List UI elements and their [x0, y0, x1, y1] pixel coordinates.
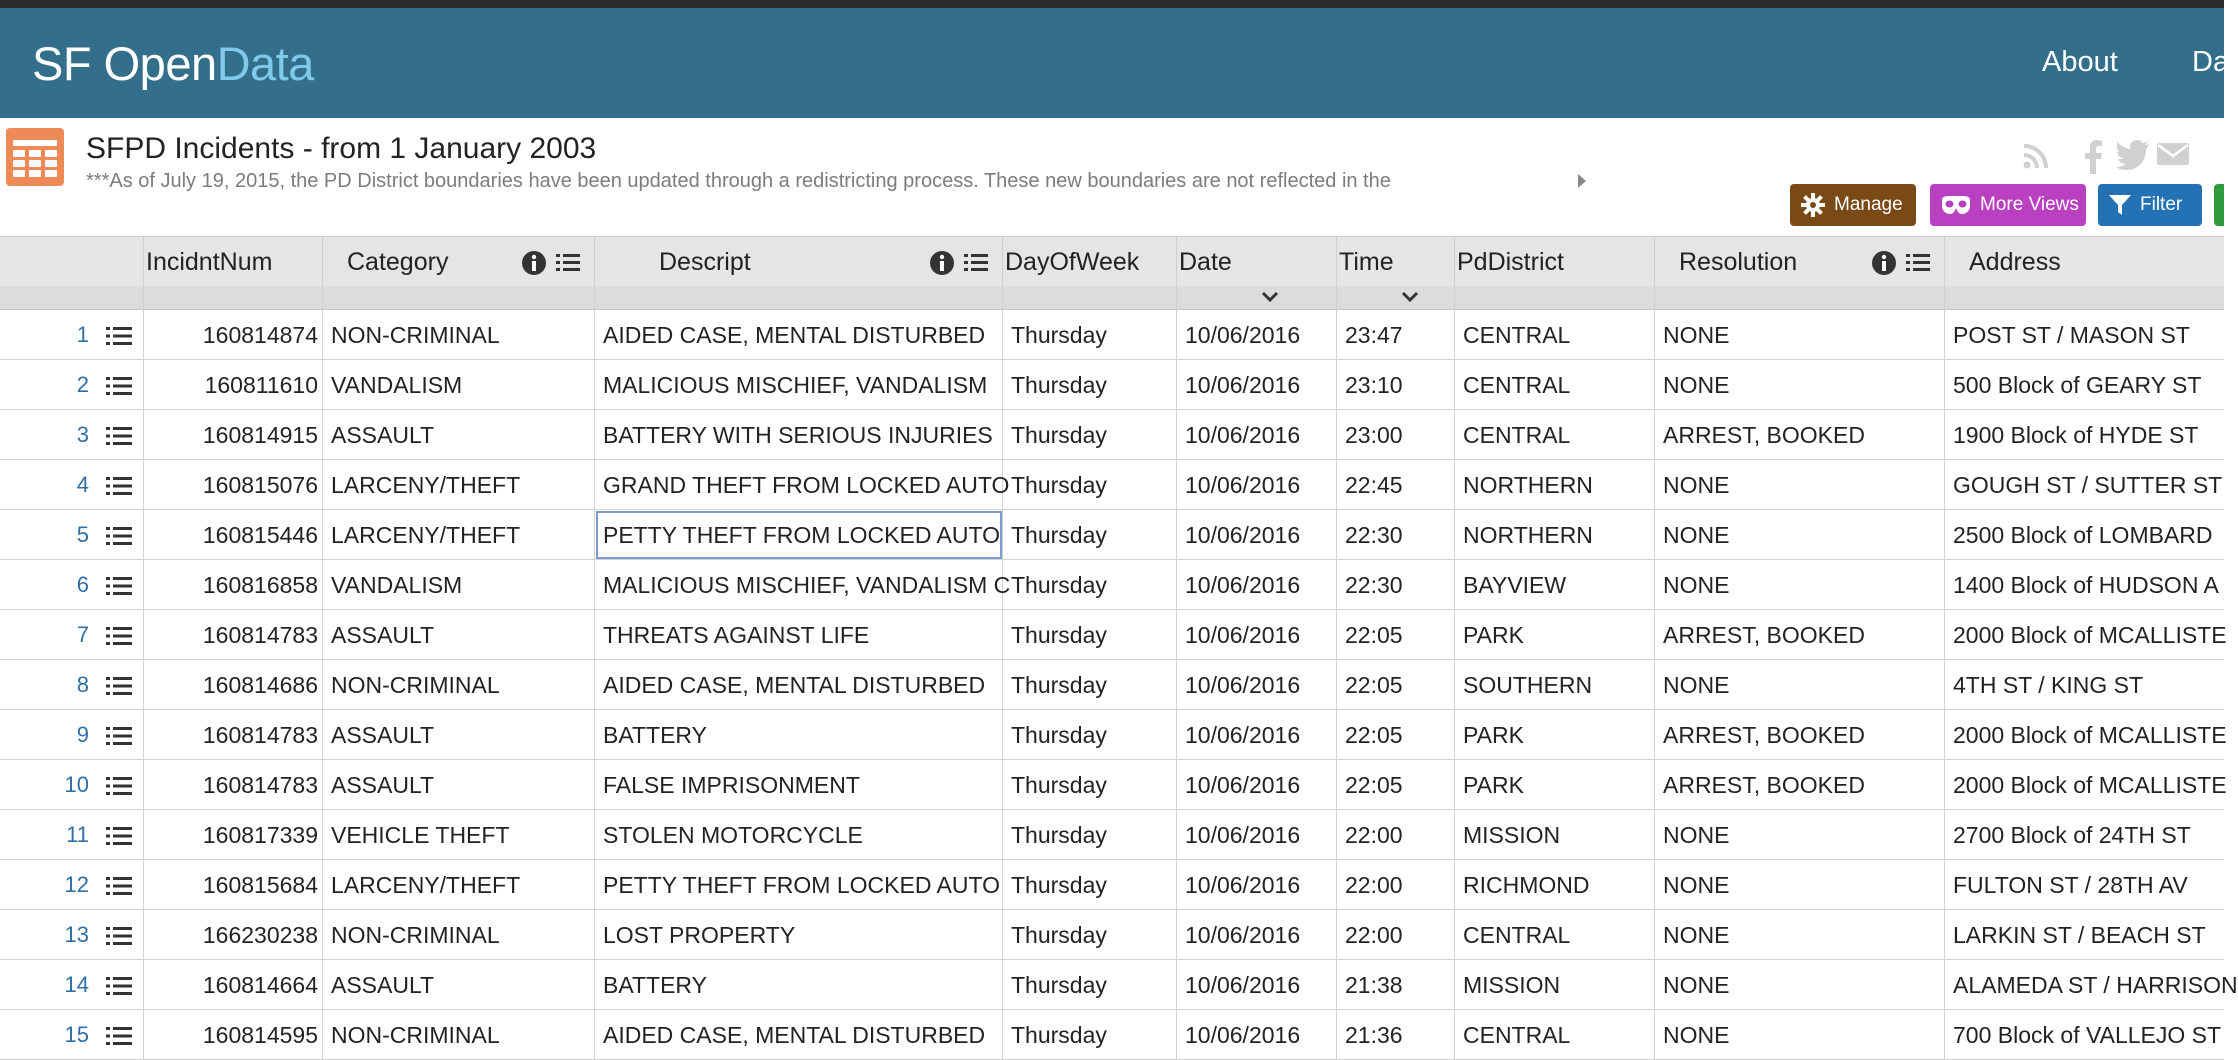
cell-date[interactable]: 10/06/2016 [1177, 410, 1337, 460]
more-views-button[interactable] [1930, 184, 2086, 226]
row-menu-icon[interactable] [106, 1026, 132, 1046]
row-number: 3 [76, 422, 89, 447]
cell-incidntnum[interactable]: 160815684 [144, 860, 323, 910]
cell-address[interactable]: ALAMEDA ST / HARRISON [1953, 972, 2238, 998]
table-row[interactable] [0, 310, 2224, 360]
row-number-cell [0, 660, 144, 710]
cell-dayofweek[interactable]: Thursday [1003, 510, 1177, 560]
cell-pddistrict[interactable]: NORTHERN [1455, 510, 1655, 560]
cell-address[interactable]: POST ST / MASON ST [1953, 322, 2190, 348]
column-header-time[interactable] [1337, 237, 1455, 287]
cell-pddistrict[interactable]: CENTRAL [1455, 310, 1655, 360]
row-number-cell [0, 760, 144, 810]
row-menu-icon[interactable] [106, 776, 132, 796]
row-number: 2 [76, 372, 89, 397]
row-number-cell [0, 710, 144, 760]
info-icon[interactable] [1871, 250, 1897, 276]
cell-dayofweek[interactable]: Thursday [1003, 360, 1177, 410]
row-number-cell [0, 960, 144, 1010]
row-number-cell [0, 410, 144, 460]
row-number: 5 [76, 522, 89, 547]
cell-address[interactable]: 500 Block of GEARY ST [1953, 372, 2202, 398]
site-header [0, 8, 2230, 118]
cell-dayofweek[interactable]: Thursday [1003, 910, 1177, 960]
table-row[interactable] [0, 810, 2224, 860]
cell-descript[interactable]: PETTY THEFT FROM LOCKED AUTO [595, 860, 1003, 910]
row-menu-icon[interactable] [106, 376, 132, 396]
cell-dayofweek[interactable]: Thursday [1003, 860, 1177, 910]
dataset-title: SFPD Incidents - from 1 January 2003 [86, 132, 597, 165]
cell-descript[interactable]: STOLEN MOTORCYCLE [595, 810, 1003, 860]
row-number-cell [0, 860, 144, 910]
cell-category[interactable]: ASSAULT [323, 760, 595, 810]
cell-address[interactable]: 2000 Block of MCALLISTE [1953, 622, 2227, 648]
row-number: 10 [64, 772, 89, 797]
row-number: 14 [64, 972, 89, 997]
cell-descript[interactable]: AIDED CASE, MENTAL DISTURBED [595, 1010, 1003, 1060]
cell-incidntnum[interactable]: 160814595 [144, 1010, 323, 1060]
cell-date[interactable]: 10/06/2016 [1177, 710, 1337, 760]
column-header-incidntnum[interactable] [144, 237, 323, 287]
row-menu-icon[interactable] [106, 326, 132, 346]
dataset-table-icon [6, 128, 64, 186]
cell-category[interactable]: NON-CRIMINAL [323, 1010, 595, 1060]
table-row[interactable] [0, 960, 2238, 1010]
column-header-dayofweek[interactable] [1003, 237, 1177, 287]
column-header-category[interactable] [323, 237, 595, 287]
row-menu-icon[interactable] [106, 976, 132, 996]
cell-resolution[interactable]: NONE [1655, 810, 1945, 860]
column-label-time: Time [1339, 248, 1394, 276]
row-number: 1 [76, 322, 89, 347]
cell-date[interactable]: 10/06/2016 [1177, 660, 1337, 710]
column-label-date: Date [1179, 248, 1232, 276]
cell-pddistrict[interactable]: NORTHERN [1455, 460, 1655, 510]
row-number: 12 [64, 872, 89, 897]
table-row[interactable] [0, 660, 2224, 710]
cell-time[interactable]: 23:00 [1337, 410, 1455, 460]
row-number-cell [0, 610, 144, 660]
grid-body [0, 310, 2238, 1048]
row-menu-icon[interactable] [106, 926, 132, 946]
cell-descript[interactable]: AIDED CASE, MENTAL DISTURBED [595, 310, 1003, 360]
cell-time[interactable]: 21:38 [1337, 960, 1455, 1010]
cell-time[interactable]: 22:30 [1337, 560, 1455, 610]
cell-resolution[interactable]: NONE [1655, 960, 1945, 1010]
row-menu-icon[interactable] [106, 676, 132, 696]
cell-resolution[interactable]: ARREST, BOOKED [1655, 710, 1945, 760]
row-number-cell [0, 560, 144, 610]
cell-time[interactable]: 22:05 [1337, 660, 1455, 710]
twitter-icon[interactable] [2116, 140, 2150, 170]
cell-pddistrict[interactable]: CENTRAL [1455, 1010, 1655, 1060]
cell-incidntnum[interactable]: 160811610 [144, 360, 323, 410]
cell-date[interactable]: 10/06/2016 [1177, 1010, 1337, 1060]
nav-data-link[interactable]: Da [2192, 46, 2230, 78]
cell-address[interactable]: 1900 Block of HYDE ST [1953, 422, 2199, 448]
cell-address[interactable]: 1400 Block of HUDSON A [1953, 572, 2219, 598]
cell-category[interactable]: ASSAULT [323, 960, 595, 1010]
column-header-resolution[interactable] [1655, 237, 1945, 287]
cell-resolution[interactable]: NONE [1655, 1010, 1945, 1060]
description-expand-icon[interactable] [1576, 172, 1588, 190]
table-row[interactable] [0, 760, 2227, 810]
cell-descript[interactable]: GRAND THEFT FROM LOCKED AUTO [595, 460, 1003, 510]
cell-pddistrict[interactable]: RICHMOND [1455, 860, 1655, 910]
cell-incidntnum[interactable]: 160814686 [144, 660, 323, 710]
row-number-cell [0, 910, 144, 960]
table-row[interactable] [0, 460, 2224, 510]
cell-time[interactable]: 23:10 [1337, 360, 1455, 410]
cell-time[interactable]: 22:05 [1337, 760, 1455, 810]
cell-category[interactable]: ASSAULT [323, 610, 595, 660]
cell-pddistrict[interactable]: CENTRAL [1455, 910, 1655, 960]
list-icon[interactable] [1905, 250, 1931, 276]
cell-incidntnum[interactable]: 160816858 [144, 560, 323, 610]
row-number: 7 [76, 622, 89, 647]
table-row[interactable] [0, 1010, 2224, 1060]
row-number: 13 [64, 922, 89, 947]
cell-address[interactable]: LARKIN ST / BEACH ST [1953, 922, 2206, 948]
table-row[interactable] [0, 510, 2224, 560]
row-number-cell [0, 460, 144, 510]
cell-descript[interactable]: FALSE IMPRISONMENT [595, 760, 1003, 810]
cell-address[interactable]: 2000 Block of MCALLISTE [1953, 722, 2227, 748]
cell-dayofweek[interactable]: Thursday [1003, 660, 1177, 710]
cell-dayofweek[interactable]: Thursday [1003, 960, 1177, 1010]
window-top-strip [0, 0, 2224, 8]
cell-category[interactable]: ASSAULT [323, 710, 595, 760]
cell-descript[interactable]: AIDED CASE, MENTAL DISTURBED [595, 660, 1003, 710]
cell-incidntnum[interactable]: 160815446 [144, 510, 323, 560]
row-menu-icon[interactable] [106, 476, 132, 496]
cell-descript[interactable]: LOST PROPERTY [595, 910, 1003, 960]
cell-pddistrict[interactable]: PARK [1455, 710, 1655, 760]
cell-date[interactable]: 10/06/2016 [1177, 310, 1337, 360]
logo-text-main: SF Open [32, 37, 217, 90]
row-menu-icon[interactable] [106, 626, 132, 646]
column-label-address: Address [1969, 248, 2061, 276]
cell-descript[interactable]: BATTERY WITH SERIOUS INJURIES [595, 410, 1003, 460]
cell-time[interactable]: 22:00 [1337, 860, 1455, 910]
cell-time[interactable]: 22:00 [1337, 810, 1455, 860]
cell-address[interactable]: 700 Block of VALLEJO ST [1953, 1022, 2222, 1048]
row-number-cell [0, 310, 144, 360]
chevron-down-icon[interactable] [1261, 290, 1279, 304]
cell-incidntnum[interactable]: 160814915 [144, 410, 323, 460]
row-number: 11 [66, 822, 89, 847]
table-row[interactable] [0, 710, 2227, 760]
grid-sort-row [0, 286, 2224, 310]
cell-resolution[interactable]: ARREST, BOOKED [1655, 410, 1945, 460]
row-number: 9 [76, 722, 89, 747]
logo-text-accent: Data [216, 37, 314, 90]
manage-label: Manage [1834, 194, 1903, 215]
cell-time[interactable]: 22:45 [1337, 460, 1455, 510]
column-label-incidntnum: IncidntNum [146, 248, 273, 276]
row-number-cell [0, 810, 144, 860]
cell-date[interactable]: 10/06/2016 [1177, 510, 1337, 560]
cell-category[interactable]: VANDALISM [323, 560, 595, 610]
rss-icon[interactable] [2020, 140, 2052, 172]
cell-date[interactable]: 10/06/2016 [1177, 960, 1337, 1010]
filter-icon [2108, 193, 2132, 217]
row-menu-icon[interactable] [106, 826, 132, 846]
row-menu-icon[interactable] [106, 726, 132, 746]
cell-pddistrict[interactable]: CENTRAL [1455, 360, 1655, 410]
column-label-category: Category [347, 248, 449, 276]
column-label-pddistrict: PdDistrict [1457, 248, 1564, 276]
table-row[interactable] [0, 560, 2224, 610]
cell-category[interactable]: NON-CRIMINAL [323, 910, 595, 960]
cell-incidntnum[interactable]: 160817339 [144, 810, 323, 860]
cell-dayofweek[interactable]: Thursday [1003, 310, 1177, 360]
table-row[interactable] [0, 410, 2224, 460]
cell-resolution[interactable]: NONE [1655, 860, 1945, 910]
cell-date[interactable]: 10/06/2016 [1177, 560, 1337, 610]
row-number: 15 [64, 1022, 89, 1047]
chevron-down-icon[interactable] [1401, 290, 1419, 304]
gear-icon [1800, 192, 1826, 218]
cell-pddistrict[interactable]: MISSION [1455, 810, 1655, 860]
cell-date[interactable]: 10/06/2016 [1177, 760, 1337, 810]
cell-category[interactable]: LARCENY/THEFT [323, 510, 595, 560]
cell-time[interactable]: 22:05 [1337, 710, 1455, 760]
cell-pddistrict[interactable]: CENTRAL [1455, 410, 1655, 460]
column-label-descript: Descript [659, 248, 751, 276]
row-menu-icon[interactable] [106, 426, 132, 446]
cell-date[interactable]: 10/06/2016 [1177, 360, 1337, 410]
cell-resolution[interactable]: ARREST, BOOKED [1655, 760, 1945, 810]
list-icon[interactable] [555, 250, 581, 276]
cell-category[interactable]: ASSAULT [323, 410, 595, 460]
cell-incidntnum[interactable]: 166230238 [144, 910, 323, 960]
cell-dayofweek[interactable]: Thursday [1003, 1010, 1177, 1060]
mask-icon [1940, 194, 1972, 216]
row-number-cell [0, 360, 144, 410]
column-header-address[interactable] [1945, 237, 2224, 287]
manage-button[interactable] [1790, 184, 1916, 226]
cell-date[interactable]: 10/06/2016 [1177, 810, 1337, 860]
cell-time[interactable]: 21:36 [1337, 1010, 1455, 1060]
cell-date[interactable]: 10/06/2016 [1177, 460, 1337, 510]
export-button[interactable] [2214, 184, 2224, 226]
row-number-cell [0, 510, 144, 560]
row-menu-icon[interactable] [106, 526, 132, 546]
cell-dayofweek[interactable]: Thursday [1003, 410, 1177, 460]
cell-descript[interactable]: BATTERY [595, 710, 1003, 760]
filter-button[interactable] [2098, 184, 2202, 226]
cell-category[interactable]: VANDALISM [323, 360, 595, 410]
cell-time[interactable]: 22:00 [1337, 910, 1455, 960]
cell-dayofweek[interactable]: Thursday [1003, 760, 1177, 810]
filter-label: Filter [2140, 194, 2183, 215]
cell-time[interactable]: 22:05 [1337, 610, 1455, 660]
table-row[interactable] [0, 610, 2227, 660]
facebook-icon[interactable] [2082, 140, 2104, 174]
row-menu-icon[interactable] [106, 876, 132, 896]
cell-address[interactable]: 2000 Block of MCALLISTE [1953, 772, 2227, 798]
cell-resolution[interactable]: NONE [1655, 660, 1945, 710]
cell-incidntnum[interactable]: 160814783 [144, 760, 323, 810]
cell-resolution[interactable]: NONE [1655, 460, 1945, 510]
column-header-pddistrict[interactable] [1455, 237, 1655, 287]
cell-pddistrict[interactable]: PARK [1455, 760, 1655, 810]
cell-category[interactable]: LARCENY/THEFT [323, 860, 595, 910]
cell-resolution[interactable]: NONE [1655, 510, 1945, 560]
cell-address[interactable]: 2700 Block of 24TH ST [1953, 822, 2191, 848]
column-header-descript[interactable] [595, 237, 1003, 287]
dataset-description: ***As of July 19, 2015, the PD District boundaries have been updated through a redistricting process. These new boundaries are not reflected in the [86, 170, 1391, 192]
cell-pddistrict[interactable]: BAYVIEW [1455, 560, 1655, 610]
cell-dayofweek[interactable]: Thursday [1003, 810, 1177, 860]
column-header-date[interactable] [1177, 237, 1337, 287]
nav-about-link[interactable]: About [2042, 46, 2118, 78]
cell-category[interactable]: NON-CRIMINAL [323, 660, 595, 710]
cell-category[interactable]: NON-CRIMINAL [323, 310, 595, 360]
cell-address[interactable]: 2500 Block of LOMBARD [1953, 522, 2213, 548]
cell-address[interactable]: 4TH ST / KING ST [1953, 672, 2143, 698]
cell-resolution[interactable]: NONE [1655, 360, 1945, 410]
sf-opendata-logo[interactable] [32, 36, 314, 91]
info-icon[interactable] [929, 250, 955, 276]
cell-resolution[interactable]: NONE [1655, 310, 1945, 360]
cell-date[interactable]: 10/06/2016 [1177, 610, 1337, 660]
cell-incidntnum[interactable]: 160814783 [144, 710, 323, 760]
cell-address[interactable]: FULTON ST / 28TH AV [1953, 872, 2188, 898]
cell-time[interactable]: 23:47 [1337, 310, 1455, 360]
row-number: 4 [76, 472, 89, 497]
table-row[interactable] [0, 360, 2224, 410]
cell-time[interactable]: 22:30 [1337, 510, 1455, 560]
cell-date[interactable]: 10/06/2016 [1177, 860, 1337, 910]
row-number: 8 [76, 672, 89, 697]
email-icon[interactable] [2156, 140, 2190, 168]
row-menu-icon[interactable] [106, 576, 132, 596]
cell-descript[interactable]: MALICIOUS MISCHIEF, VANDALISM [595, 360, 1003, 410]
cell-category[interactable]: LARCENY/THEFT [323, 460, 595, 510]
cell-resolution[interactable]: NONE [1655, 910, 1945, 960]
cell-incidntnum[interactable]: 160814874 [144, 310, 323, 360]
cell-descript[interactable]: PETTY THEFT FROM LOCKED AUTO [595, 510, 1003, 560]
cell-dayofweek[interactable]: Thursday [1003, 610, 1177, 660]
cell-pddistrict[interactable]: SOUTHERN [1455, 660, 1655, 710]
column-label-resolution: Resolution [1679, 248, 1798, 276]
cell-pddistrict[interactable]: MISSION [1455, 960, 1655, 1010]
info-icon[interactable] [521, 250, 547, 276]
cell-date[interactable]: 10/06/2016 [1177, 910, 1337, 960]
row-number-cell [0, 1010, 144, 1060]
cell-dayofweek[interactable]: Thursday [1003, 460, 1177, 510]
cell-descript[interactable]: BATTERY [595, 960, 1003, 1010]
cell-category[interactable]: VEHICLE THEFT [323, 810, 595, 860]
cell-resolution[interactable]: NONE [1655, 560, 1945, 610]
cell-dayofweek[interactable]: Thursday [1003, 710, 1177, 760]
more-views-label: More Views [1980, 194, 2079, 215]
cell-descript[interactable]: MALICIOUS MISCHIEF, VANDALISM C [595, 560, 1003, 610]
list-icon[interactable] [963, 250, 989, 276]
row-number: 6 [76, 572, 89, 597]
column-label-dayofweek: DayOfWeek [1005, 248, 1140, 276]
cell-address[interactable]: GOUGH ST / SUTTER ST [1953, 472, 2223, 498]
row-number-header [0, 237, 144, 287]
cell-pddistrict[interactable]: PARK [1455, 610, 1655, 660]
cell-descript[interactable]: THREATS AGAINST LIFE [595, 610, 1003, 660]
table-row[interactable] [0, 860, 2224, 910]
cell-resolution[interactable]: ARREST, BOOKED [1655, 610, 1945, 660]
cell-incidntnum[interactable]: 160815076 [144, 460, 323, 510]
cell-incidntnum[interactable]: 160814783 [144, 610, 323, 660]
table-row[interactable] [0, 910, 2224, 960]
grid-header-row [0, 236, 2224, 286]
cell-incidntnum[interactable]: 160814664 [144, 960, 323, 1010]
cell-dayofweek[interactable]: Thursday [1003, 560, 1177, 610]
